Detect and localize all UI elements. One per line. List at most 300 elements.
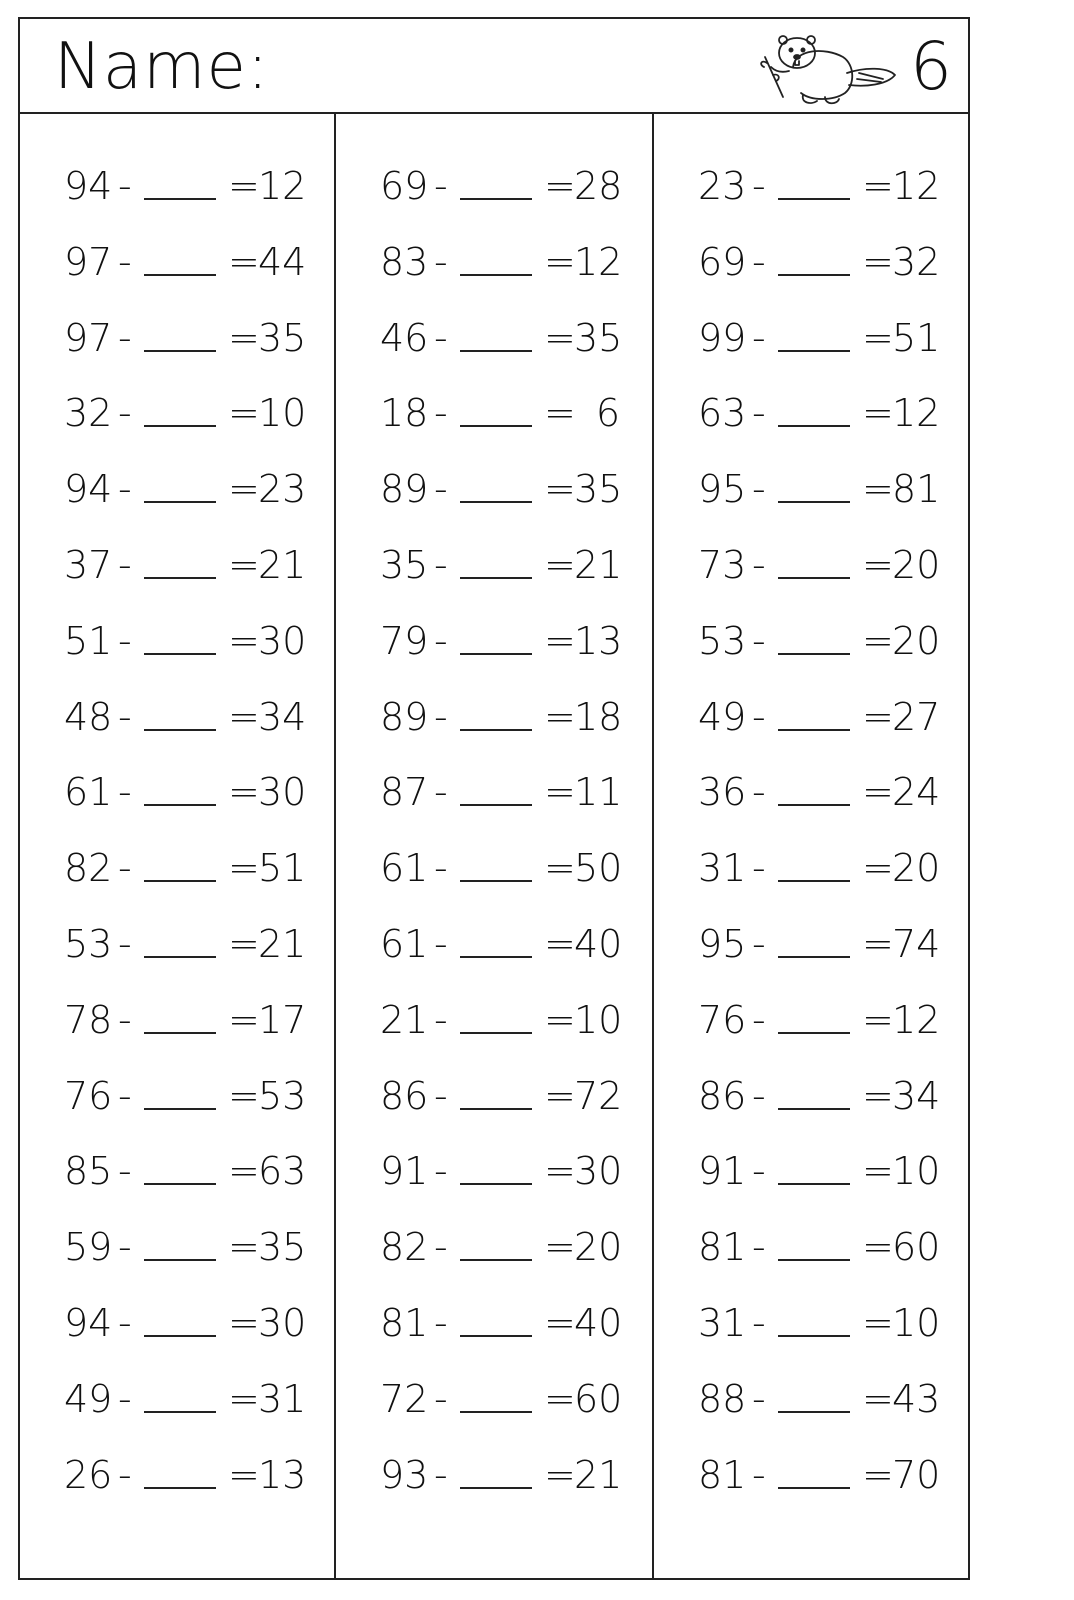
answer-blank[interactable] xyxy=(460,274,532,276)
subtraction-problem xyxy=(336,535,652,595)
equals-sign: = xyxy=(228,315,260,360)
minuend: 61 xyxy=(380,922,429,966)
minuend: 76 xyxy=(64,1073,113,1118)
subtraction-problem xyxy=(336,914,652,974)
difference: 10 xyxy=(574,997,623,1042)
answer-blank[interactable] xyxy=(144,1032,216,1034)
minus-sign: - xyxy=(752,1376,766,1421)
equals-sign: = xyxy=(862,543,894,587)
difference: 10 xyxy=(892,1149,941,1194)
minuend: 89 xyxy=(380,467,429,512)
minus-sign: - xyxy=(752,997,766,1042)
minus-sign: - xyxy=(118,467,132,512)
difference: 50 xyxy=(574,846,623,891)
minuend: 81 xyxy=(698,1452,747,1497)
minus-sign: - xyxy=(434,1073,448,1118)
answer-blank[interactable] xyxy=(460,956,532,958)
minuend: 82 xyxy=(64,846,113,891)
answer-blank[interactable] xyxy=(460,880,532,882)
subtraction-problem xyxy=(20,1066,334,1126)
equals-sign: = xyxy=(544,239,576,284)
subtraction-problem xyxy=(20,611,334,671)
difference: 13 xyxy=(258,1452,307,1497)
minus-sign: - xyxy=(752,1149,766,1194)
subtraction-problem xyxy=(654,1066,968,1126)
answer-blank[interactable] xyxy=(460,1487,532,1489)
equals-sign: = xyxy=(862,997,894,1042)
answer-blank[interactable] xyxy=(460,1335,532,1337)
subtraction-problem xyxy=(336,1141,652,1201)
minuend: 26 xyxy=(64,1452,113,1497)
answer-blank[interactable] xyxy=(778,350,850,352)
equals-sign: = xyxy=(544,618,576,663)
answer-blank[interactable] xyxy=(144,1335,216,1337)
beaver-icon xyxy=(755,27,905,109)
subtraction-problem xyxy=(20,762,334,822)
difference: 60 xyxy=(574,1376,623,1421)
difference: 30 xyxy=(258,618,307,663)
minus-sign: - xyxy=(752,1452,766,1497)
minus-sign: - xyxy=(434,1376,448,1421)
subtraction-problem xyxy=(336,459,652,519)
difference: 12 xyxy=(892,997,941,1042)
minus-sign: - xyxy=(434,770,448,815)
subtraction-problem xyxy=(336,990,652,1050)
answer-blank[interactable] xyxy=(460,653,532,655)
answer-blank[interactable] xyxy=(144,1108,216,1110)
subtraction-problem xyxy=(20,1369,334,1429)
equals-sign: = xyxy=(544,1149,576,1194)
minus-sign: - xyxy=(118,1225,132,1270)
equals-sign: = xyxy=(228,391,260,436)
subtraction-problem xyxy=(336,308,652,368)
minuend: 76 xyxy=(698,997,747,1042)
answer-blank[interactable] xyxy=(460,729,532,731)
equals-sign: = xyxy=(544,694,576,739)
minus-sign: - xyxy=(118,922,132,966)
answer-blank[interactable] xyxy=(778,425,850,427)
minus-sign: - xyxy=(434,846,448,891)
difference: 20 xyxy=(892,543,941,587)
answer-blank[interactable] xyxy=(144,880,216,882)
subtraction-problem xyxy=(336,687,652,747)
equals-sign: = xyxy=(544,1301,576,1345)
answer-blank[interactable] xyxy=(460,425,532,427)
answer-blank[interactable] xyxy=(144,956,216,958)
equals-sign: = xyxy=(862,618,894,663)
equals-sign: = xyxy=(544,467,576,512)
minus-sign: - xyxy=(118,543,132,587)
minuend: 21 xyxy=(380,997,429,1042)
equals-sign: = xyxy=(228,1376,260,1421)
difference: 63 xyxy=(258,1149,307,1194)
answer-blank[interactable] xyxy=(778,880,850,882)
difference: 35 xyxy=(574,467,623,512)
difference: 21 xyxy=(258,543,307,587)
answer-blank[interactable] xyxy=(144,577,216,579)
minuend: 37 xyxy=(64,543,113,587)
subtraction-problem xyxy=(20,383,334,443)
difference: 81 xyxy=(892,467,941,512)
minus-sign: - xyxy=(434,1452,448,1497)
minus-sign: - xyxy=(752,239,766,284)
minus-sign: - xyxy=(118,239,132,284)
subtraction-problem xyxy=(336,611,652,671)
minuend: 94 xyxy=(64,164,113,208)
subtraction-problem xyxy=(654,1141,968,1201)
minuend: 86 xyxy=(380,1073,429,1118)
subtraction-problem xyxy=(20,156,334,216)
minus-sign: - xyxy=(752,1301,766,1345)
equals-sign: = xyxy=(862,1301,894,1345)
equals-sign: = xyxy=(228,1452,260,1497)
difference: 35 xyxy=(258,315,307,360)
subtraction-problem xyxy=(20,914,334,974)
difference: 51 xyxy=(258,846,307,891)
minuend: 69 xyxy=(380,164,429,208)
difference: 6 xyxy=(595,391,620,436)
answer-blank[interactable] xyxy=(460,1259,532,1261)
difference: 20 xyxy=(574,1225,623,1270)
subtraction-problem xyxy=(654,762,968,822)
minuend: 99 xyxy=(698,315,747,360)
subtraction-problem xyxy=(20,990,334,1050)
subtraction-problem xyxy=(654,990,968,1050)
answer-blank[interactable] xyxy=(778,729,850,731)
minus-sign: - xyxy=(752,1073,766,1118)
equals-sign: = xyxy=(862,164,894,208)
difference: 43 xyxy=(892,1376,941,1421)
subtraction-problem xyxy=(20,1293,334,1353)
difference: 30 xyxy=(258,1301,307,1345)
subtraction-problem xyxy=(654,914,968,974)
subtraction-problem xyxy=(336,762,652,822)
minus-sign: - xyxy=(118,770,132,815)
difference: 30 xyxy=(574,1149,623,1194)
minus-sign: - xyxy=(118,694,132,739)
difference: 32 xyxy=(892,239,941,284)
difference: 70 xyxy=(892,1452,941,1497)
subtraction-problem xyxy=(654,1445,968,1505)
answer-blank[interactable] xyxy=(144,501,216,503)
minus-sign: - xyxy=(752,694,766,739)
problem-column-3 xyxy=(654,114,968,1578)
answer-blank[interactable] xyxy=(778,1411,850,1413)
subtraction-problem xyxy=(20,1141,334,1201)
problem-columns xyxy=(20,114,968,1578)
answer-blank[interactable] xyxy=(460,1183,532,1185)
minuend: 61 xyxy=(380,846,429,891)
answer-blank[interactable] xyxy=(144,350,216,352)
minus-sign: - xyxy=(752,391,766,436)
difference: 20 xyxy=(892,846,941,891)
minus-sign: - xyxy=(752,467,766,512)
minus-sign: - xyxy=(752,618,766,663)
difference: 27 xyxy=(892,694,941,739)
equals-sign: = xyxy=(544,770,576,815)
difference: 20 xyxy=(892,618,941,663)
minuend: 95 xyxy=(698,922,747,966)
difference: 30 xyxy=(258,770,307,815)
subtraction-problem xyxy=(336,1217,652,1277)
minuend: 81 xyxy=(380,1301,429,1345)
minuend: 35 xyxy=(380,543,429,587)
minuend: 59 xyxy=(64,1225,113,1270)
minus-sign: - xyxy=(434,922,448,966)
answer-blank[interactable] xyxy=(144,198,216,200)
minuend: 31 xyxy=(698,846,747,891)
subtraction-problem xyxy=(654,1293,968,1353)
answer-blank[interactable] xyxy=(144,1259,216,1261)
answer-blank[interactable] xyxy=(778,804,850,806)
equals-sign: = xyxy=(228,239,260,284)
answer-blank[interactable] xyxy=(778,1259,850,1261)
difference: 12 xyxy=(574,239,623,284)
equals-sign: = xyxy=(228,164,260,208)
subtraction-problem xyxy=(654,1217,968,1277)
difference: 23 xyxy=(258,467,307,512)
equals-sign: = xyxy=(862,922,894,966)
equals-sign: = xyxy=(544,1376,576,1421)
answer-blank[interactable] xyxy=(778,501,850,503)
minuend: 31 xyxy=(698,1301,747,1345)
problem-column-2 xyxy=(336,114,654,1578)
minuend: 85 xyxy=(64,1149,113,1194)
minuend: 49 xyxy=(64,1376,113,1421)
minus-sign: - xyxy=(118,315,132,360)
equals-sign: = xyxy=(544,922,576,966)
minus-sign: - xyxy=(434,618,448,663)
equals-sign: = xyxy=(862,239,894,284)
subtraction-problem xyxy=(336,838,652,898)
subtraction-problem xyxy=(336,1369,652,1429)
answer-blank[interactable] xyxy=(460,1411,532,1413)
minus-sign: - xyxy=(118,1301,132,1345)
worksheet xyxy=(18,17,970,1580)
difference: 11 xyxy=(574,770,623,815)
minuend: 46 xyxy=(380,315,429,360)
equals-sign: = xyxy=(862,846,894,891)
minus-sign: - xyxy=(118,997,132,1042)
minuend: 95 xyxy=(698,467,747,512)
answer-blank[interactable] xyxy=(778,1487,850,1489)
minus-sign: - xyxy=(434,543,448,587)
difference: 72 xyxy=(574,1073,623,1118)
minuend: 53 xyxy=(698,618,747,663)
difference: 35 xyxy=(574,315,623,360)
minus-sign: - xyxy=(118,618,132,663)
difference: 12 xyxy=(258,164,307,208)
minuend: 79 xyxy=(380,618,429,663)
difference: 31 xyxy=(258,1376,307,1421)
equals-sign: = xyxy=(228,997,260,1042)
minuend: 89 xyxy=(380,694,429,739)
subtraction-problem xyxy=(654,535,968,595)
difference: 13 xyxy=(574,618,623,663)
equals-sign: = xyxy=(544,997,576,1042)
minus-sign: - xyxy=(434,467,448,512)
equals-sign: = xyxy=(544,164,576,208)
answer-blank[interactable] xyxy=(778,653,850,655)
subtraction-problem xyxy=(654,687,968,747)
minuend: 91 xyxy=(380,1149,429,1194)
answer-blank[interactable] xyxy=(778,198,850,200)
subtraction-problem xyxy=(20,838,334,898)
minus-sign: - xyxy=(434,1301,448,1345)
difference: 53 xyxy=(258,1073,307,1118)
minuend: 53 xyxy=(64,922,113,966)
difference: 21 xyxy=(574,1452,623,1497)
answer-blank[interactable] xyxy=(460,1032,532,1034)
minuend: 81 xyxy=(698,1225,747,1270)
answer-blank[interactable] xyxy=(460,350,532,352)
equals-sign: = xyxy=(228,1225,260,1270)
minus-sign: - xyxy=(434,315,448,360)
equals-sign: = xyxy=(862,1225,894,1270)
equals-sign: = xyxy=(228,467,260,512)
minuend: 72 xyxy=(380,1376,429,1421)
minuend: 87 xyxy=(380,770,429,815)
minuend: 86 xyxy=(698,1073,747,1118)
subtraction-problem xyxy=(654,383,968,443)
answer-blank[interactable] xyxy=(778,1183,850,1185)
equals-sign: = xyxy=(228,846,260,891)
difference: 21 xyxy=(258,922,307,966)
answer-blank[interactable] xyxy=(144,1411,216,1413)
minus-sign: - xyxy=(752,1225,766,1270)
minus-sign: - xyxy=(118,1376,132,1421)
name-label: Name: xyxy=(54,30,270,104)
equals-sign: = xyxy=(228,543,260,587)
difference: 34 xyxy=(892,1073,941,1118)
minuend: 78 xyxy=(64,997,113,1042)
subtraction-problem xyxy=(336,1445,652,1505)
difference: 12 xyxy=(892,164,941,208)
subtraction-problem xyxy=(20,1217,334,1277)
answer-blank[interactable] xyxy=(778,1108,850,1110)
minus-sign: - xyxy=(118,164,132,208)
answer-blank[interactable] xyxy=(778,1335,850,1337)
subtraction-problem xyxy=(654,308,968,368)
answer-blank[interactable] xyxy=(460,501,532,503)
subtraction-problem xyxy=(20,459,334,519)
minus-sign: - xyxy=(118,391,132,436)
minuend: 82 xyxy=(380,1225,429,1270)
subtraction-problem xyxy=(654,459,968,519)
problem-column-1 xyxy=(20,114,336,1578)
worksheet-header xyxy=(20,19,968,114)
minuend: 97 xyxy=(64,315,113,360)
answer-blank[interactable] xyxy=(778,577,850,579)
minus-sign: - xyxy=(118,1073,132,1118)
minuend: 93 xyxy=(380,1452,429,1497)
minus-sign: - xyxy=(434,391,448,436)
equals-sign: = xyxy=(544,315,576,360)
minuend: 97 xyxy=(64,239,113,284)
difference: 10 xyxy=(258,391,307,436)
minus-sign: - xyxy=(434,1225,448,1270)
difference: 17 xyxy=(258,997,307,1042)
equals-sign: = xyxy=(862,315,894,360)
minuend: 48 xyxy=(64,694,113,739)
subtraction-problem xyxy=(336,156,652,216)
equals-sign: = xyxy=(228,1301,260,1345)
minus-sign: - xyxy=(118,846,132,891)
difference: 10 xyxy=(892,1301,941,1345)
minus-sign: - xyxy=(434,1149,448,1194)
answer-blank[interactable] xyxy=(144,274,216,276)
minus-sign: - xyxy=(434,239,448,284)
equals-sign: = xyxy=(862,1149,894,1194)
minus-sign: - xyxy=(434,164,448,208)
equals-sign: = xyxy=(228,694,260,739)
minuend: 69 xyxy=(698,239,747,284)
answer-blank[interactable] xyxy=(144,729,216,731)
difference: 35 xyxy=(258,1225,307,1270)
minus-sign: - xyxy=(752,315,766,360)
equals-sign: = xyxy=(544,543,576,587)
subtraction-problem xyxy=(20,1445,334,1505)
minuend: 83 xyxy=(380,239,429,284)
answer-blank[interactable] xyxy=(778,956,850,958)
answer-blank[interactable] xyxy=(144,1183,216,1185)
subtraction-problem xyxy=(336,232,652,292)
subtraction-problem xyxy=(20,308,334,368)
minuend: 32 xyxy=(64,391,113,436)
equals-sign: = xyxy=(862,1073,894,1118)
difference: 60 xyxy=(892,1225,941,1270)
answer-blank[interactable] xyxy=(460,804,532,806)
answer-blank[interactable] xyxy=(144,653,216,655)
answer-blank[interactable] xyxy=(144,804,216,806)
answer-blank[interactable] xyxy=(460,1108,532,1110)
minuend: 61 xyxy=(64,770,113,815)
subtraction-problem xyxy=(654,838,968,898)
answer-blank[interactable] xyxy=(460,198,532,200)
minus-sign: - xyxy=(752,164,766,208)
minuend: 91 xyxy=(698,1149,747,1194)
sheet-number: 6 xyxy=(910,28,952,105)
minus-sign: - xyxy=(752,846,766,891)
difference: 34 xyxy=(258,694,307,739)
answer-blank[interactable] xyxy=(144,425,216,427)
subtraction-problem xyxy=(654,156,968,216)
difference: 21 xyxy=(574,543,623,587)
answer-blank[interactable] xyxy=(778,1032,850,1034)
equals-sign: = xyxy=(544,1073,576,1118)
equals-sign: = xyxy=(544,1225,576,1270)
equals-sign: = xyxy=(544,391,576,436)
answer-blank[interactable] xyxy=(460,577,532,579)
minuend: 23 xyxy=(698,164,747,208)
difference: 28 xyxy=(574,164,623,208)
answer-blank[interactable] xyxy=(778,274,850,276)
minuend: 18 xyxy=(380,391,429,436)
equals-sign: = xyxy=(228,1073,260,1118)
equals-sign: = xyxy=(544,1452,576,1497)
minus-sign: - xyxy=(752,543,766,587)
minus-sign: - xyxy=(434,997,448,1042)
answer-blank[interactable] xyxy=(144,1487,216,1489)
subtraction-problem xyxy=(20,535,334,595)
subtraction-problem xyxy=(20,232,334,292)
subtraction-problem xyxy=(20,687,334,747)
minuend: 73 xyxy=(698,543,747,587)
subtraction-problem xyxy=(336,1293,652,1353)
minus-sign: - xyxy=(752,922,766,966)
difference: 40 xyxy=(574,922,623,966)
subtraction-problem xyxy=(654,1369,968,1429)
